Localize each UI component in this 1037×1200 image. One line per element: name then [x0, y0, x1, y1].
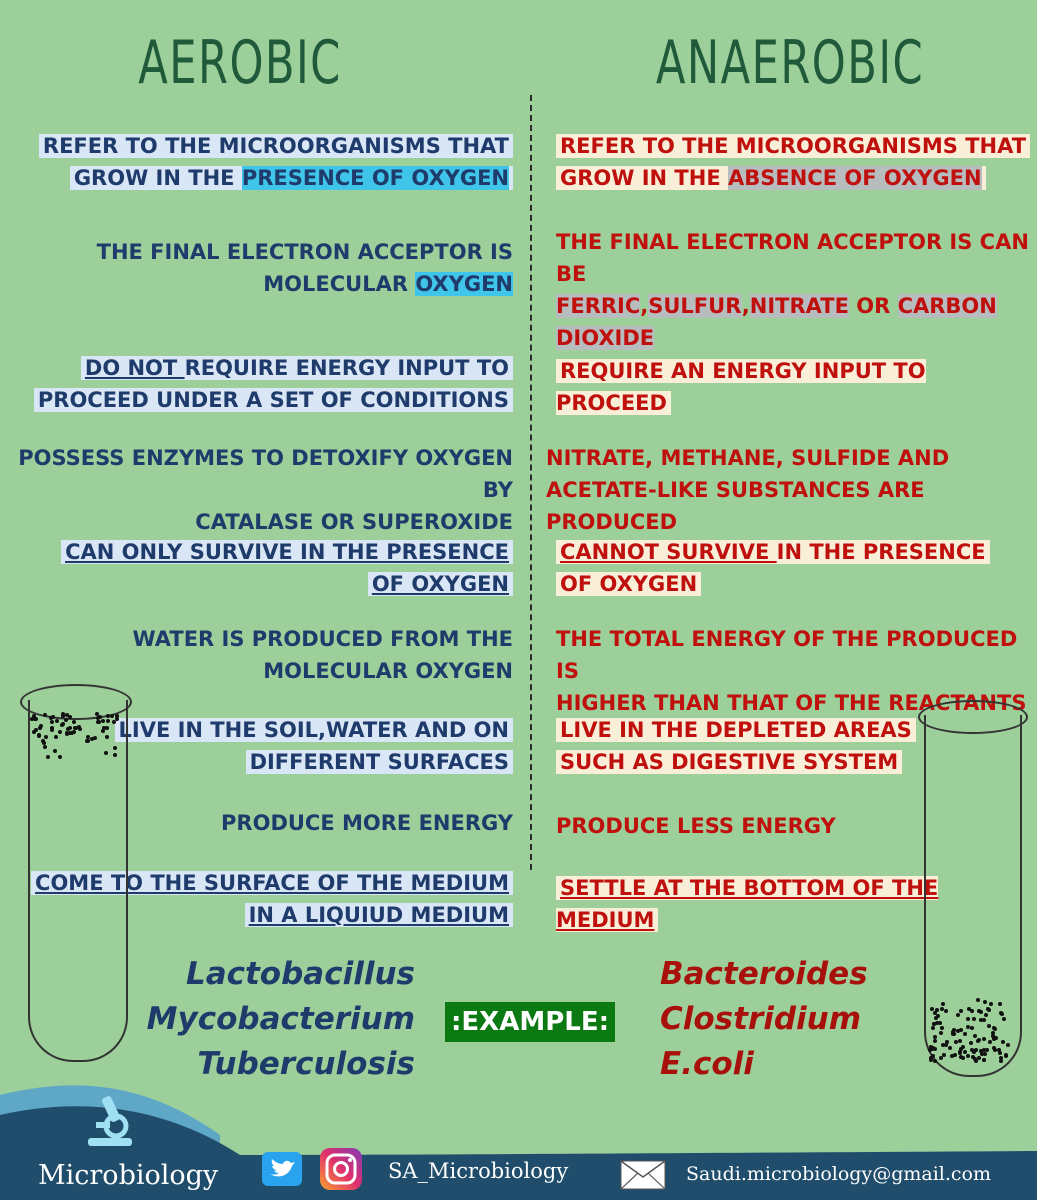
bacteria-dot	[989, 1002, 993, 1006]
bacteria-dot	[942, 1053, 946, 1057]
bacteria-dot	[941, 1043, 945, 1047]
bacteria-dot	[972, 1017, 976, 1021]
brand-name: Microbiology	[38, 1160, 219, 1191]
bacteria-dot	[958, 1039, 962, 1043]
bacteria-dot	[113, 746, 117, 750]
bacteria-dot	[951, 1030, 955, 1034]
bacteria-dot	[984, 1013, 988, 1017]
anaerobic-text: OR	[848, 294, 898, 318]
anaerobic-text: OF OXYGEN	[556, 572, 701, 596]
anaerobic-highlight: CARBON	[897, 294, 997, 318]
anaerobic-highlight: FERRIC	[556, 294, 641, 318]
anaerobic-highlight: ABSENCE OF OXYGEN	[728, 166, 982, 190]
aerobic-text: LIVE IN THE SOIL,WATER AND ON	[115, 718, 514, 742]
aerobic-text: GROW IN THE	[73, 166, 242, 190]
bacteria-dot	[933, 1039, 937, 1043]
bacteria-dot	[993, 1027, 997, 1031]
anaerobic-text: REQUIRE AN ENERGY INPUT TO PROCEED	[556, 359, 926, 415]
bacteria-dot	[106, 714, 110, 718]
bacteria-dot	[959, 1009, 963, 1013]
anaerobic-text: ,	[741, 294, 750, 318]
aerobic-example-item: Tuberculosis	[197, 1046, 415, 1082]
aerobic-underline: OF OXYGEN	[368, 572, 513, 596]
bacteria-dot	[987, 1024, 991, 1028]
bacteria-dot	[999, 1059, 1003, 1063]
anaerobic-text: ,	[640, 294, 649, 318]
bacteria-dot	[43, 713, 47, 717]
bacteria-dot	[85, 739, 89, 743]
bacteria-dot	[980, 1052, 984, 1056]
bacteria-dot	[970, 1009, 974, 1013]
bacteria-dot	[979, 1010, 983, 1014]
anaerobic-highlight: SULFUR	[648, 294, 742, 318]
bacteria-dot	[933, 1059, 937, 1063]
bacteria-dot	[70, 731, 74, 735]
instagram-icon[interactable]	[318, 1148, 364, 1190]
bacteria-dot	[983, 1000, 987, 1004]
bacteria-dot	[958, 1051, 962, 1055]
bacteria-dot	[104, 751, 108, 755]
aerobic-text: PROCEED UNDER A SET OF CONDITIONS	[34, 388, 513, 412]
aerobic-text: REQUIRE ENERGY INPUT TO	[184, 356, 509, 380]
bacteria-dot	[64, 718, 68, 722]
bacteria-dot	[68, 715, 72, 719]
bacteria-dot	[101, 729, 105, 733]
bacteria-dot	[950, 1054, 954, 1058]
bacteria-dot	[973, 1057, 977, 1061]
aerobic-underline: COME TO THE SURFACE OF THE MEDIUM	[31, 871, 513, 895]
bacteria-dot	[30, 717, 34, 721]
anaerobic-underline: CANNOT SURVIVE	[560, 540, 777, 564]
bacteria-dot	[105, 735, 109, 739]
bacteria-dot	[55, 719, 59, 723]
bacteria-dot	[982, 1058, 986, 1062]
bacteria-dot	[998, 1002, 1002, 1006]
anaerobic-row-electron-acceptor	[556, 226, 1037, 354]
anaerobic-text: SUCH AS DIGESTIVE SYSTEM	[556, 750, 902, 774]
bacteria-dot	[72, 720, 76, 724]
bacteria-dot	[113, 753, 117, 757]
anaerobic-row-definition	[556, 130, 1030, 194]
aerobic-highlight: OXYGEN	[415, 272, 513, 296]
aerobic-underline: CAN ONLY SURVIVE IN THE PRESENCE	[61, 540, 513, 564]
bacteria-dot	[110, 714, 114, 718]
bacteria-dot	[939, 1056, 943, 1060]
bacteria-dot	[969, 1041, 973, 1045]
bacteria-dot	[956, 1029, 960, 1033]
aerobic-row-energy-input	[34, 352, 513, 416]
anaerobic-example-item: Clostridium	[660, 1001, 862, 1037]
aerobic-text: THE FINAL ELECTRON ACCEPTOR IS	[96, 240, 513, 264]
bacteria-dot	[58, 755, 62, 759]
bacteria-dot	[1006, 1043, 1010, 1047]
bacteria-dot	[994, 1036, 998, 1040]
bacteria-dot	[933, 1035, 937, 1039]
twitter-icon[interactable]	[262, 1152, 302, 1186]
aerobic-text: MOLECULAR	[263, 272, 416, 296]
anaerobic-bacteria-dots	[928, 985, 1014, 1065]
bacteria-dot	[973, 1034, 977, 1038]
anaerobic-row-energy-output	[556, 810, 836, 842]
anaerobic-example-item: E.coli	[660, 1046, 754, 1082]
bacteria-dot	[96, 720, 100, 724]
bacteria-dot	[979, 1018, 983, 1022]
bacteria-dot	[936, 1014, 940, 1018]
aerobic-examples	[147, 952, 415, 1087]
aerobic-row-habitat	[115, 714, 514, 778]
aerobic-underline: IN A LIQUIUD MEDIUM	[245, 903, 513, 927]
bacteria-dot	[37, 733, 41, 737]
anaerobic-example-item: Bacteroides	[660, 956, 868, 992]
bacteria-dot	[50, 720, 54, 724]
bacteria-dot	[58, 730, 62, 734]
aerobic-text: WATER IS PRODUCED FROM THE	[132, 627, 513, 651]
bacteria-dot	[938, 1021, 942, 1025]
bacteria-dot	[963, 1032, 967, 1036]
bacteria-dot	[982, 1037, 986, 1041]
aerobic-text: MOLECULAR OXYGEN	[263, 659, 513, 683]
bacteria-dot	[945, 1040, 949, 1044]
anaerobic-row-energy-input	[556, 355, 1037, 419]
aerobic-row-enzymes	[0, 442, 513, 538]
bacteria-dot	[101, 719, 105, 723]
bacteria-dot	[1000, 1012, 1004, 1016]
bacteria-dot	[112, 720, 116, 724]
anaerobic-text: LIVE IN THE DEPLETED AREAS	[556, 718, 916, 742]
bacteria-dot	[948, 1046, 952, 1050]
bacteria-dot	[61, 722, 65, 726]
bacteria-dot	[90, 737, 94, 741]
bacteria-dot	[988, 1040, 992, 1044]
bacteria-dot	[66, 727, 70, 731]
bacteria-dot	[1002, 1017, 1006, 1021]
aerobic-row-electron-acceptor	[97, 236, 513, 300]
aerobic-row-water	[133, 623, 513, 687]
bacteria-dot	[929, 1056, 933, 1060]
anaerobic-examples	[660, 952, 868, 1087]
contact-email[interactable]: Saudi.microbiology@gmail.com	[686, 1163, 992, 1185]
bacteria-dot	[944, 1009, 948, 1013]
anaerobic-row-habitat	[556, 714, 916, 778]
bacteria-dot	[940, 1026, 944, 1030]
anaerobic-text: NITRATE, METHANE, SULFIDE AND	[546, 446, 950, 470]
bacteria-dot	[43, 745, 47, 749]
anaerobic-text: HIGHER THAN THAT OF THE REACTANTS	[556, 691, 1027, 715]
bacteria-dot	[941, 1002, 945, 1006]
bacteria-dot	[46, 755, 50, 759]
bacteria-dot	[966, 1025, 970, 1029]
anaerobic-title: ANAEROBIC	[655, 28, 925, 98]
bacteria-dot	[970, 1026, 974, 1030]
bacteria-dot	[976, 1039, 980, 1043]
aerobic-highlight: PRESENCE OF OXYGEN	[241, 166, 509, 190]
bacteria-dot	[959, 1055, 963, 1059]
aerobic-text: PRODUCE MORE ENERGY	[221, 811, 513, 835]
bacteria-dot	[976, 998, 980, 1002]
bacteria-dot	[939, 1031, 943, 1035]
anaerobic-row-products	[546, 442, 1037, 538]
center-divider	[530, 95, 532, 870]
aerobic-row-survival	[61, 536, 513, 600]
bacteria-dot	[73, 726, 77, 730]
anaerobic-highlight: NITRATE	[749, 294, 849, 318]
microscope-icon	[82, 1092, 138, 1152]
anaerobic-text: THE TOTAL ENERGY OF THE PRODUCED IS	[556, 627, 1018, 683]
bacteria-dot	[966, 1054, 970, 1058]
aerobic-bacteria-dots	[30, 712, 122, 772]
bacteria-dot	[53, 749, 57, 753]
envelope-icon	[620, 1160, 666, 1190]
social-handle[interactable]: SA_Microbiology	[388, 1159, 569, 1183]
bacteria-dot	[1004, 1053, 1008, 1057]
bacteria-dot	[105, 726, 109, 730]
example-label: :EXAMPLE:	[445, 1002, 615, 1042]
bacteria-dot	[932, 1022, 936, 1026]
anaerobic-text: PRODUCE LESS ENERGY	[556, 814, 836, 838]
aerobic-text: CATALASE OR SUPEROXIDE	[195, 510, 513, 534]
aerobic-text: DIFFERENT SURFACES	[246, 750, 513, 774]
bacteria-dot	[985, 1048, 989, 1052]
bacteria-dot	[106, 719, 110, 723]
anaerobic-text: GROW IN THE	[560, 166, 728, 190]
aerobic-example-item: Lactobacillus	[185, 956, 415, 992]
aerobic-title: AEROBIC	[138, 28, 342, 98]
aerobic-underline: DO NOT	[84, 356, 185, 380]
anaerobic-text: IN THE PRESENCE	[776, 540, 986, 564]
bacteria-dot	[39, 724, 43, 728]
bacteria-dot	[972, 1050, 976, 1054]
anaerobic-text: ACETATE-LIKE SUBSTANCES ARE PRODUCED	[546, 478, 925, 534]
bacteria-dot	[966, 1017, 970, 1021]
anaerobic-underline: SETTLE AT THE BOTTOM OF THE MEDIUM	[556, 876, 939, 932]
aerobic-text: REFER TO THE MICROORGANISMS THAT	[39, 134, 513, 158]
anaerobic-row-survival	[556, 536, 990, 600]
bacteria-dot	[956, 1013, 960, 1017]
aerobic-row-definition	[39, 130, 513, 194]
bacteria-dot	[1001, 1040, 1005, 1044]
bacteria-dot	[54, 735, 58, 739]
anaerobic-highlight: DIOXIDE	[556, 326, 655, 350]
bacteria-dot	[61, 714, 65, 718]
aerobic-example-item: Mycobacterium	[146, 1001, 415, 1037]
anaerobic-text: THE FINAL ELECTRON ACCEPTOR IS CAN BE	[556, 230, 1029, 286]
anaerobic-text: REFER TO THE MICROORGANISMS THAT	[556, 134, 1030, 158]
aerobic-text: POSSESS ENZYMES TO DETOXIFY OXYGEN BY	[18, 446, 513, 502]
aerobic-row-energy-output	[221, 807, 513, 839]
anaerobic-tube-rim	[918, 700, 1028, 734]
bacteria-dot	[940, 1007, 944, 1011]
bacteria-dot	[931, 1026, 935, 1030]
